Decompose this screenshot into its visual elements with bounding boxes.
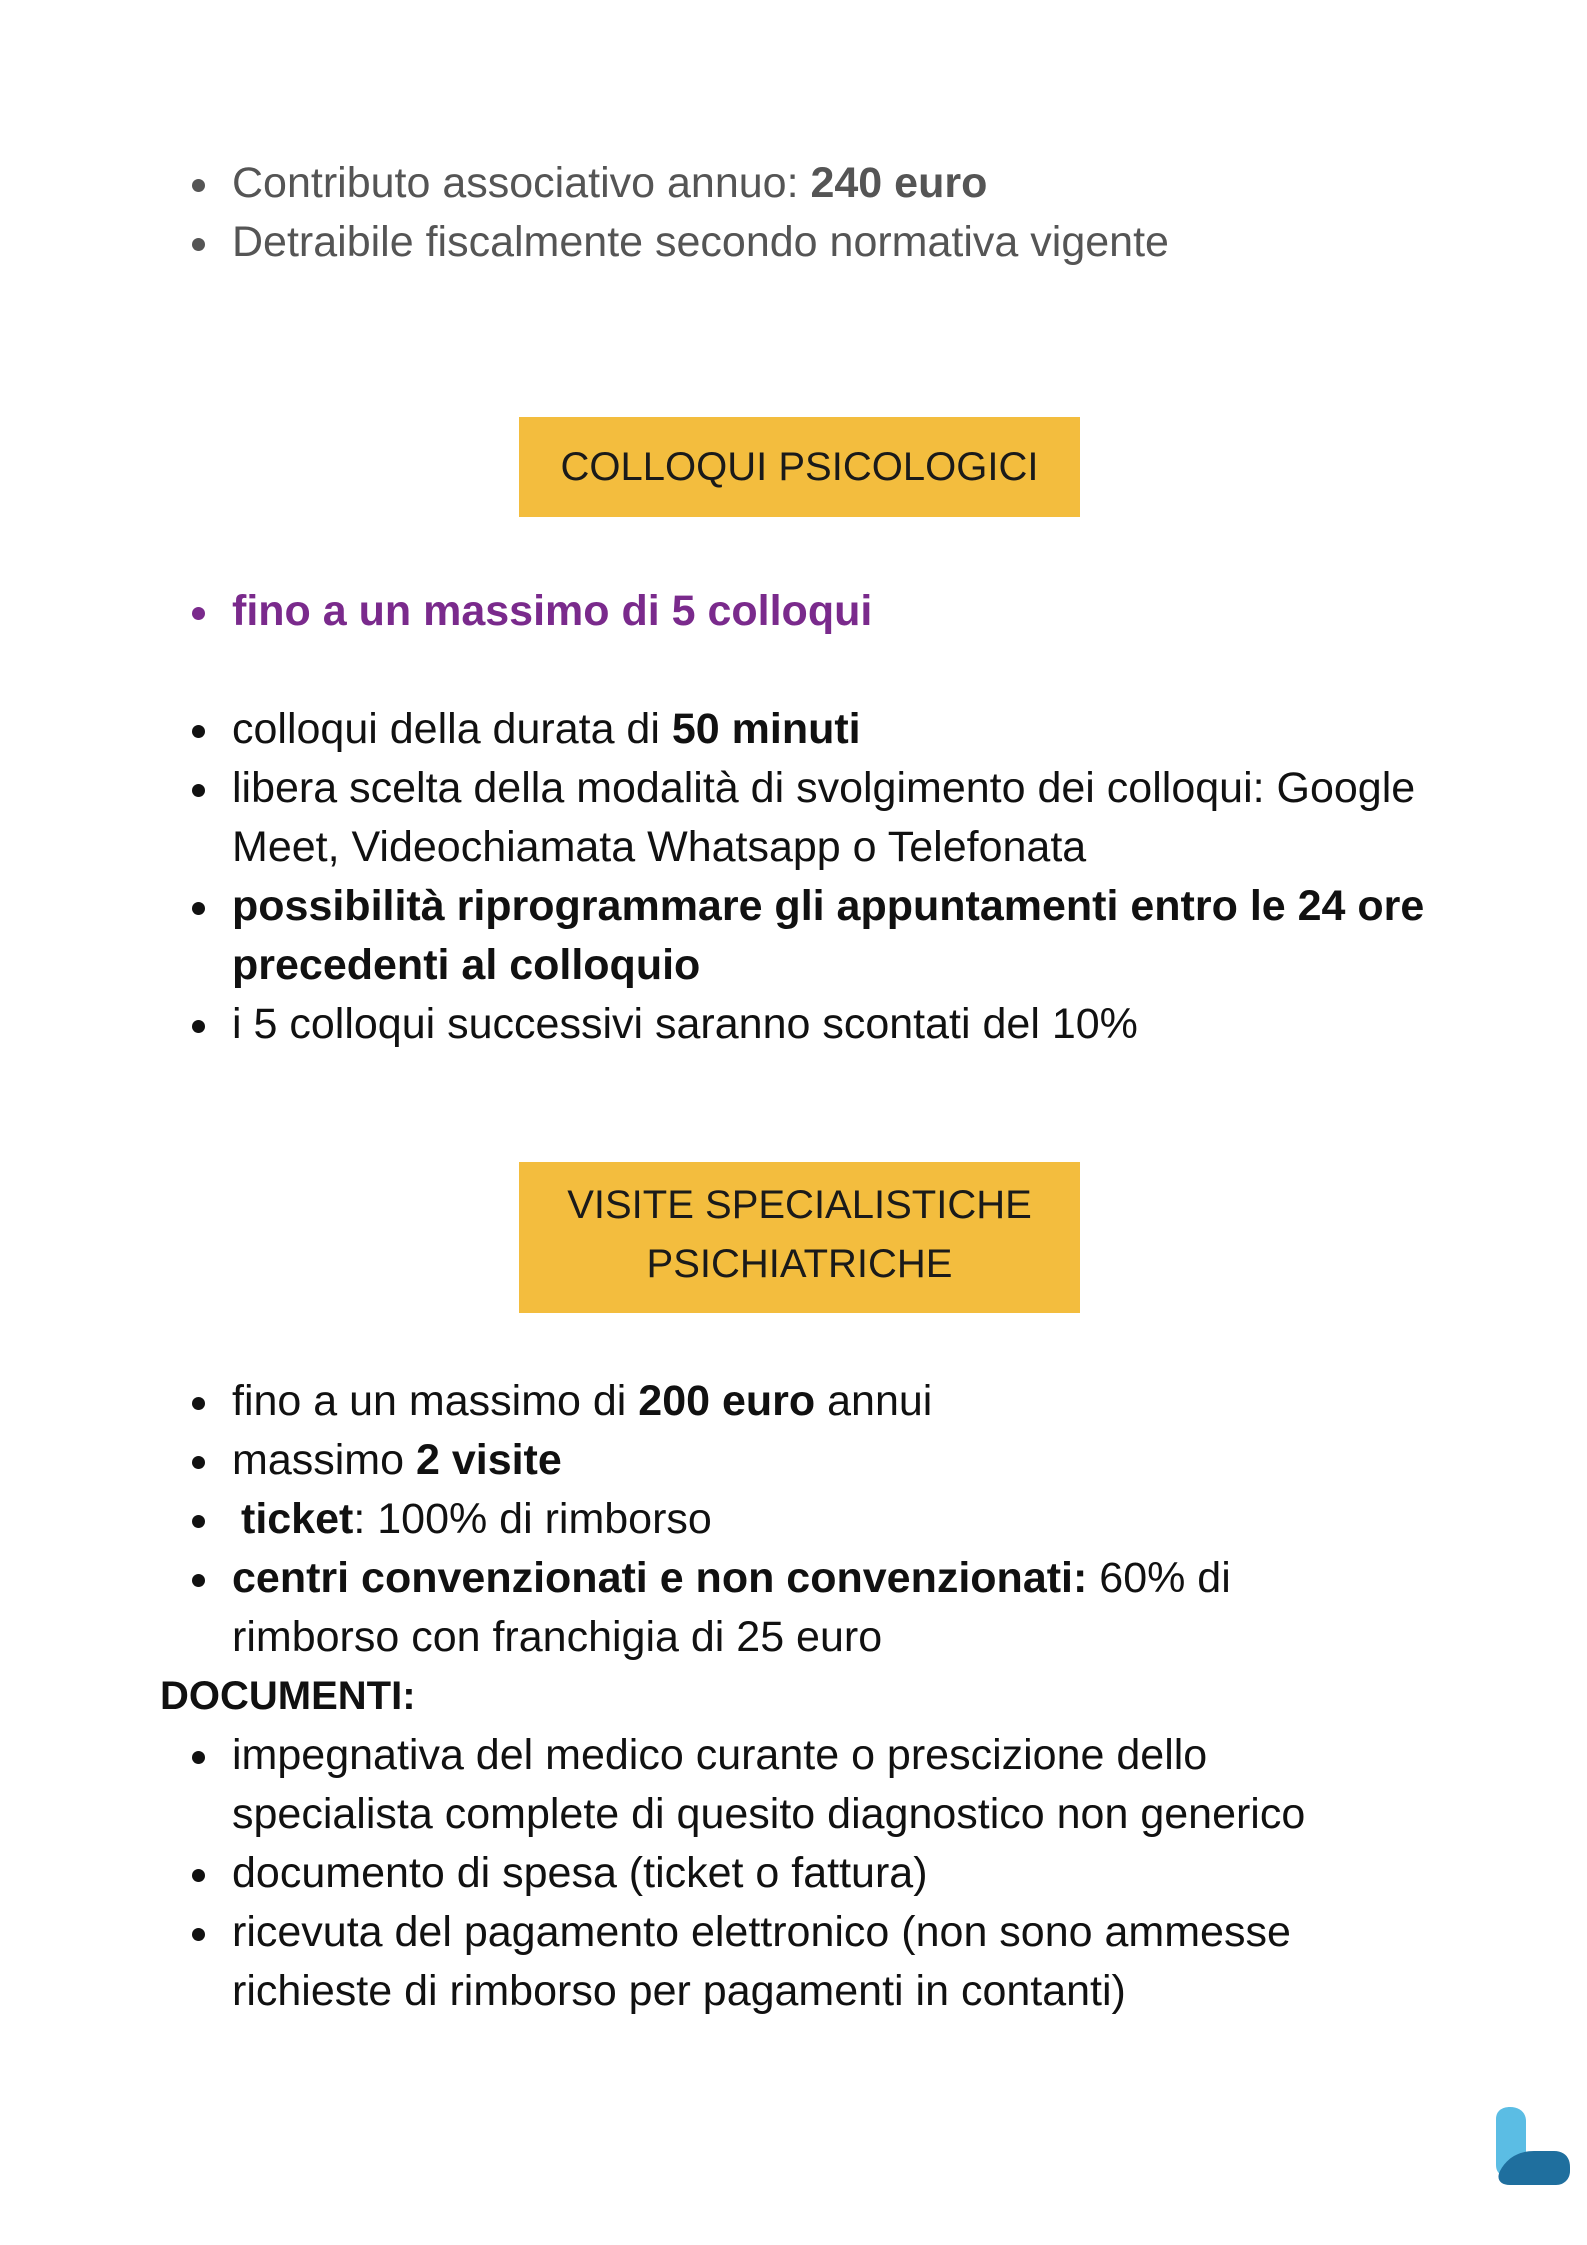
section-banner-visite: VISITE SPECIALISTICHE PSICHIATRICHE (519, 1162, 1080, 1313)
list-item: Contributo associativo annuo: 240 euro (160, 154, 1460, 213)
list-item: possibilità riprogrammare gli appuntamenti entro le 24 ore precedenti al colloquio (160, 877, 1460, 995)
list-item: impegnativa del medico curante o prescizione dello specialista complete di quesito diagnostico non generico (160, 1726, 1390, 1844)
list-item: centri convenzionati e non convenzionati: 60% di rimborso con franchigia di 25 euro (160, 1549, 1382, 1667)
documents-heading: DOCUMENTI: (160, 1674, 416, 1718)
list-item: ticket: 100% di rimborso (160, 1490, 1460, 1549)
list-item: fino a un massimo di 5 colloqui (160, 582, 1460, 641)
list-item: fino a un massimo di 200 euro annui (160, 1372, 1460, 1431)
list-item: ricevuta del pagamento elettronico (non sono ammesse richieste di rimborso per pagamenti in contanti) (160, 1903, 1390, 2021)
list-item: i 5 colloqui successivi saranno scontati del 10% (160, 995, 1460, 1054)
list-item: documento di spesa (ticket o fattura) (160, 1844, 1390, 1903)
list-item: Detraibile fiscalmente secondo normativa vigente (160, 213, 1460, 272)
brand-logo-icon (1490, 2105, 1572, 2187)
brand-logo-svg (1490, 2105, 1572, 2187)
intro-list (160, 154, 1460, 272)
colloqui-list (160, 700, 1460, 1054)
list-item: libera scelta della modalità di svolgimento dei colloqui: Google Meet, Videochiamata Whatsapp o Telefonata (160, 759, 1460, 877)
section-banner-colloqui: COLLOQUI PSICOLOGICI (519, 417, 1080, 517)
highlight-list (160, 582, 1460, 641)
visite-list (160, 1372, 1460, 1667)
documents-list (160, 1726, 1390, 2021)
list-item: massimo 2 visite (160, 1431, 1460, 1490)
list-item: colloqui della durata di 50 minuti (160, 700, 1460, 759)
